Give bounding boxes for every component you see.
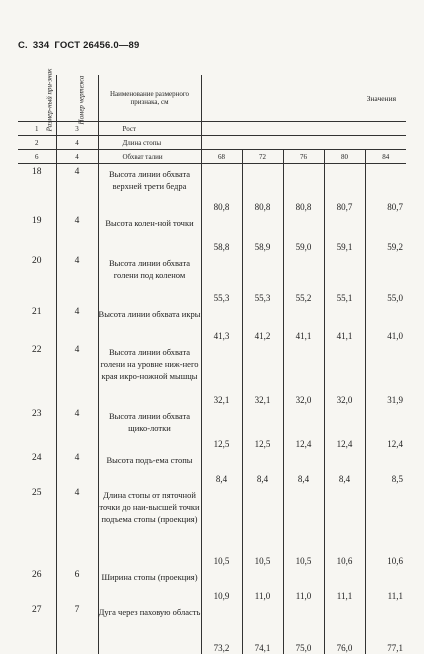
drawing-number: 4 (56, 406, 98, 450)
value-cell: 55,2 (283, 253, 324, 304)
drawing-number: 4 (56, 304, 98, 342)
value-cell: 32,1 (242, 342, 283, 406)
value-cell: 55,1 (324, 253, 365, 304)
value-cell: 31,9 (365, 342, 406, 406)
value-cell: 76 (283, 150, 324, 164)
table-row (18, 485, 406, 567)
value-cell: 11,1 (365, 567, 406, 602)
value-cell: 77,1 (365, 602, 406, 654)
feature-code: 21 (32, 307, 42, 317)
page-header (18, 40, 144, 51)
value-cell: 8,5 (365, 450, 406, 485)
feature-name: Высота подъ-ема стопы (98, 450, 201, 485)
size-table (18, 68, 406, 654)
feature-name: Высота линии обхвата голени под коленом (98, 253, 201, 304)
feature-code: 22 (32, 345, 42, 355)
value-cell: 80,8 (201, 164, 242, 213)
value-cell: 32,1 (201, 342, 242, 406)
page-prefix: С. (18, 40, 28, 51)
feature-name: Ширина стопы (проекция) (98, 567, 201, 602)
feature-name: Высота колен-ной точки (98, 213, 201, 253)
table-row (18, 213, 406, 253)
table-header-row (18, 75, 406, 122)
value-cell: 74,1 (242, 602, 283, 654)
value-cell: 41,1 (324, 304, 365, 342)
feature-code: 2 (18, 136, 56, 150)
drawing-number: 7 (56, 602, 98, 654)
page-number: 334 (32, 40, 50, 51)
table-row (18, 304, 406, 342)
value-cell: 10,6 (324, 485, 365, 567)
value-cell: 84 (365, 150, 406, 164)
value-cell: 11,1 (324, 567, 365, 602)
feature-code: 20 (32, 256, 42, 266)
value-cell: 12,5 (201, 406, 242, 450)
header-feature-name: Наименование размерного признака, см (98, 75, 201, 122)
value-cell: 68 (201, 150, 242, 164)
value-cell: 10,5 (283, 485, 324, 567)
value-cell: 11,0 (242, 567, 283, 602)
value-cell: 80,8 (242, 164, 283, 213)
drawing-number: 4 (56, 150, 98, 164)
feature-code: 25 (32, 488, 42, 498)
feature-code: 27 (32, 605, 42, 615)
value-cell: 80,7 (365, 164, 406, 213)
value-cell: 10,5 (201, 485, 242, 567)
value-cell: 58,9 (242, 213, 283, 253)
value-cell: 41,2 (242, 304, 283, 342)
value-cell: 32,0 (324, 342, 365, 406)
table-row (18, 406, 406, 450)
feature-name: Высота линии обхвата верхней трети бедра (98, 164, 201, 213)
drawing-number: 4 (56, 213, 98, 253)
value-cell: 80,8 (283, 164, 324, 213)
value-cell: 12,4 (324, 406, 365, 450)
feature-code: 1 (18, 122, 56, 136)
feature-name: Длина стопы (98, 136, 201, 150)
value-cell: 41,3 (201, 304, 242, 342)
value-cell: 76,0 (324, 602, 365, 654)
value-cell: 8,4 (242, 450, 283, 485)
feature-name: Длина стопы от пяточной точки до наи-высшей точки подъема стопы (проекция) (98, 485, 201, 567)
value-cell: 73,2 (201, 602, 242, 654)
value-cell: 75,0 (283, 602, 324, 654)
feature-name: Высота линии обхвата икры (98, 304, 201, 342)
feature-code: 24 (32, 453, 42, 463)
value-cell: 58,8 (201, 213, 242, 253)
value-cell: 8,4 (201, 450, 242, 485)
value-cell: 59,1 (324, 213, 365, 253)
value-cell: 12,5 (242, 406, 283, 450)
value-cell: 10,6 (365, 485, 406, 567)
drawing-number: 4 (56, 136, 98, 150)
value-cell: 55,3 (242, 253, 283, 304)
table-row (18, 164, 406, 213)
table-row (18, 253, 406, 304)
feature-code: 18 (32, 167, 42, 177)
feature-name: Дуга через паховую область (98, 602, 201, 654)
header-size-feature: Размер-ный при-знак (18, 75, 56, 122)
drawing-number: 4 (56, 253, 98, 304)
value-cell: 55,3 (201, 253, 242, 304)
drawing-number: 3 (56, 122, 98, 136)
value-cell: 8,4 (324, 450, 365, 485)
value-cell: 80,7 (324, 164, 365, 213)
value-cell: 59,0 (283, 213, 324, 253)
feature-code: 6 (18, 150, 56, 164)
table-row (18, 450, 406, 485)
value-cell: 8,4 (283, 450, 324, 485)
feature-code: 26 (32, 570, 42, 580)
value-cell: 41,1 (283, 304, 324, 342)
header-drawing-number: Номер чертежа (56, 75, 98, 122)
value-cell: 11,0 (283, 567, 324, 602)
drawing-number: 4 (56, 342, 98, 406)
sub-header-row (18, 136, 406, 150)
table-row (18, 602, 406, 654)
value-cell: 72 (242, 150, 283, 164)
drawing-number: 4 (56, 485, 98, 567)
sub-header-row (18, 150, 406, 164)
feature-name: Рост (98, 122, 201, 136)
value-cell: 12,4 (283, 406, 324, 450)
table-row (18, 342, 406, 406)
value-cell: 32,0 (283, 342, 324, 406)
sub-header-row (18, 122, 406, 136)
drawing-number: 6 (56, 567, 98, 602)
standard-code: ГОСТ 26456.0—89 (54, 40, 140, 51)
value-cell (201, 136, 406, 150)
value-cell: 59,2 (365, 213, 406, 253)
table-row (18, 567, 406, 602)
value-cell: 80 (324, 150, 365, 164)
header-values: Значения (201, 75, 406, 122)
feature-code: 23 (32, 409, 42, 419)
feature-name: Высота линии обхвата голени на уровне ниж-него края икро-ножной мышцы (98, 342, 201, 406)
feature-code: 19 (32, 216, 42, 226)
value-cell: 41,0 (365, 304, 406, 342)
value-cell (201, 122, 406, 136)
value-cell: 10,5 (242, 485, 283, 567)
value-cell: 10,9 (201, 567, 242, 602)
drawing-number: 4 (56, 450, 98, 485)
feature-name: Высота линии обхвата щико-лотки (98, 406, 201, 450)
feature-name: Обхват талии (98, 150, 201, 164)
value-cell: 55,0 (365, 253, 406, 304)
drawing-number: 4 (56, 164, 98, 213)
value-cell: 12,4 (365, 406, 406, 450)
